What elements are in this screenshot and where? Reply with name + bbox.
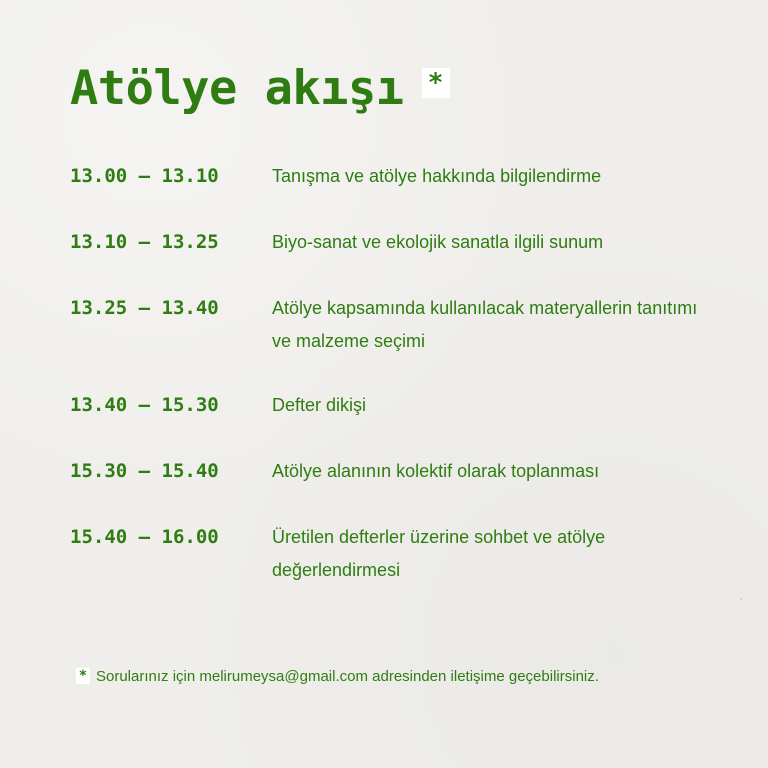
contact-note (76, 664, 636, 690)
paper-speck (740, 598, 742, 600)
schedule-description: Üretilen defterler üzerine sohbet ve atölye değerlendirmesi (272, 527, 606, 580)
schedule-time: 13.40 – 15.30 (70, 394, 219, 416)
schedule-time: 15.30 – 15.40 (70, 460, 219, 482)
schedule-description: Tanışma ve atölye hakkında bilgilendirme (272, 166, 602, 186)
schedule-description: Biyo-sanat ve ekolojik sanatla ilgili sunum (272, 232, 604, 252)
schedule-time: 13.25 – 13.40 (70, 297, 219, 319)
schedule-description: Atölye kapsamında kullanılacak materyallerin tanıtımı ve malzeme seçimi (272, 298, 698, 351)
footer-asterisk-badge: * (76, 668, 90, 684)
schedule-time: 13.10 – 13.25 (70, 231, 219, 253)
title-asterisk-badge: * (422, 68, 450, 98)
schedule-description: Atölye alanının kolektif olarak toplanması (272, 461, 600, 481)
contact-text: Sorularınız için melirumeysa@gmail.com adresinden iletişime geçebilirsiniz. (96, 668, 599, 685)
schedule-description: Defter dikişi (272, 395, 367, 415)
schedule-time: 13.00 – 13.10 (70, 165, 219, 187)
page-title: Atölye akışı (70, 61, 404, 116)
schedule-time: 15.40 – 16.00 (70, 526, 219, 548)
title-group (70, 60, 450, 118)
